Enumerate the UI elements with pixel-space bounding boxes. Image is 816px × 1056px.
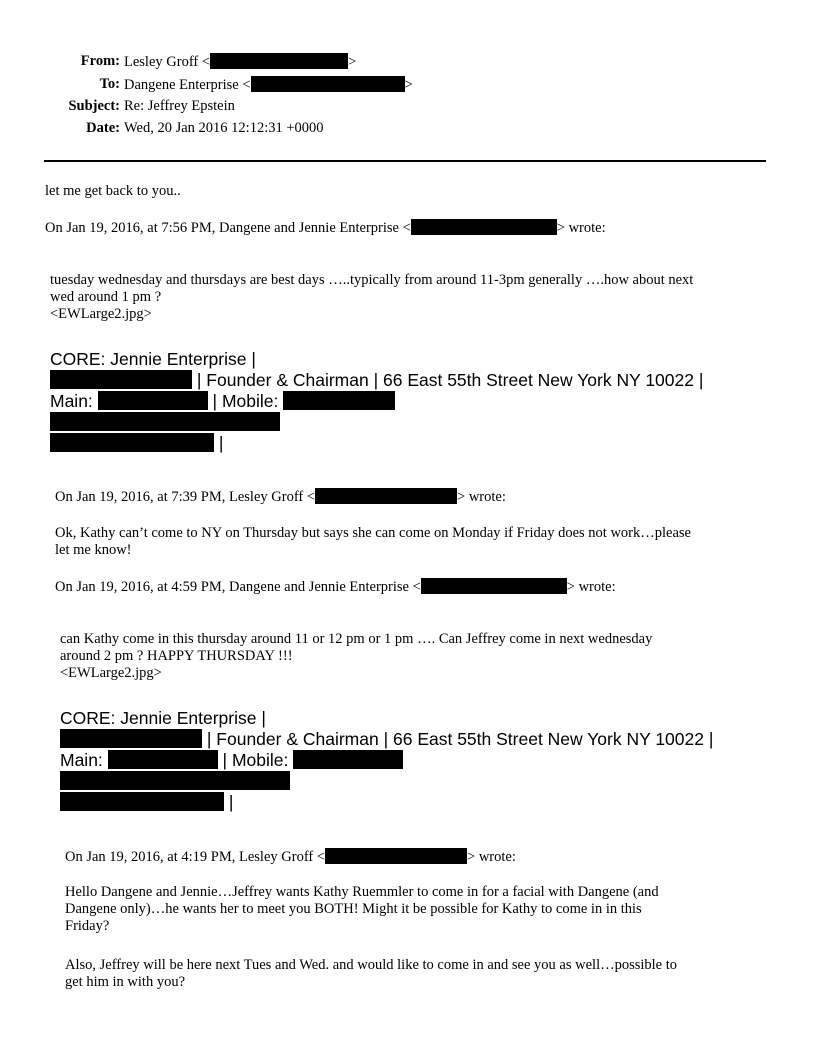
quoted-message: Hello Dangene and Jennie…Jeffrey wants Kathy Ruemmler to come in for a facial with Dangene (and Dangene only)…he wants her to meet you BOTH! Might it be possible for Kathy to come in in this Friday? [65,884,659,934]
to-label: To: [99,76,120,92]
redaction-box [251,76,405,92]
redaction-box [50,412,280,431]
quote-intro: On Jan 19, 2016, at 7:56 PM, Dangene and Jennie Enterprise < > wrote: [45,220,606,236]
redaction-box [315,488,457,504]
date-label: Date: [86,120,120,136]
redaction-box [60,771,290,790]
quoted-message: Also, Jeffrey will be here next Tues and Wed. and would like to come in and see you as well…possible to get him in with you? [65,957,678,990]
header-divider [44,160,766,162]
redaction-box [421,578,567,594]
from-name: Lesley Groff < [124,54,211,70]
quoted-message: tuesday wednesday and thursdays are best days …..typically from around 11-3pm generally ….how about next wed around 1 pm ? <EWLarge2.jpg> [50,272,694,322]
to-value: Dangene Enterprise < > [124,77,413,93]
quoted-message: can Kathy come in this thursday around 11 or 12 pm or 1 pm …. Can Jeffrey come in next wednesday around 2 pm ? HAPPY THURSDAY !!! <EWLarge2.jpg> [60,631,653,681]
attachment-reference: <EWLarge2.jpg> [60,665,162,681]
redaction-box [50,370,192,389]
redaction-box [325,848,467,864]
redaction-box [98,391,208,410]
redaction-box [60,792,224,811]
from-value: Lesley Groff < > [124,54,357,70]
redaction-box [50,433,214,452]
redaction-box [293,750,403,769]
redaction-box [60,729,202,748]
subject-label: Subject: [68,98,120,114]
from-label: From: [80,53,120,69]
redaction-box [210,53,348,69]
date-value: Wed, 20 Jan 2016 12:12:31 +0000 [124,120,324,136]
reply-text: let me get back to you.. [45,183,181,199]
quote-intro: On Jan 19, 2016, at 7:39 PM, Lesley Groff < > wrote: [55,489,506,505]
signature-block: CORE: Jennie Enterprise | | Founder & Chairman | 66 East 55th Street New York NY 10022 | Main: | Mobile: | [60,708,714,812]
to-name: Dangene Enterprise < [124,77,251,93]
signature-block: CORE: Jennie Enterprise | | Founder & Chairman | 66 East 55th Street New York NY 10022 | Main: | Mobile: | [50,349,704,453]
attachment-reference: <EWLarge2.jpg> [50,306,152,322]
quoted-message: Ok, Kathy can’t come to NY on Thursday but says she can come on Monday if Friday does not work…please let me know! [55,525,691,558]
redaction-box [411,219,557,235]
quote-intro: On Jan 19, 2016, at 4:19 PM, Lesley Groff < > wrote: [65,849,516,865]
subject-value: Re: Jeffrey Epstein [124,98,235,114]
redaction-box [108,750,218,769]
redaction-box [283,391,395,410]
quote-intro: On Jan 19, 2016, at 4:59 PM, Dangene and Jennie Enterprise < > wrote: [55,579,616,595]
